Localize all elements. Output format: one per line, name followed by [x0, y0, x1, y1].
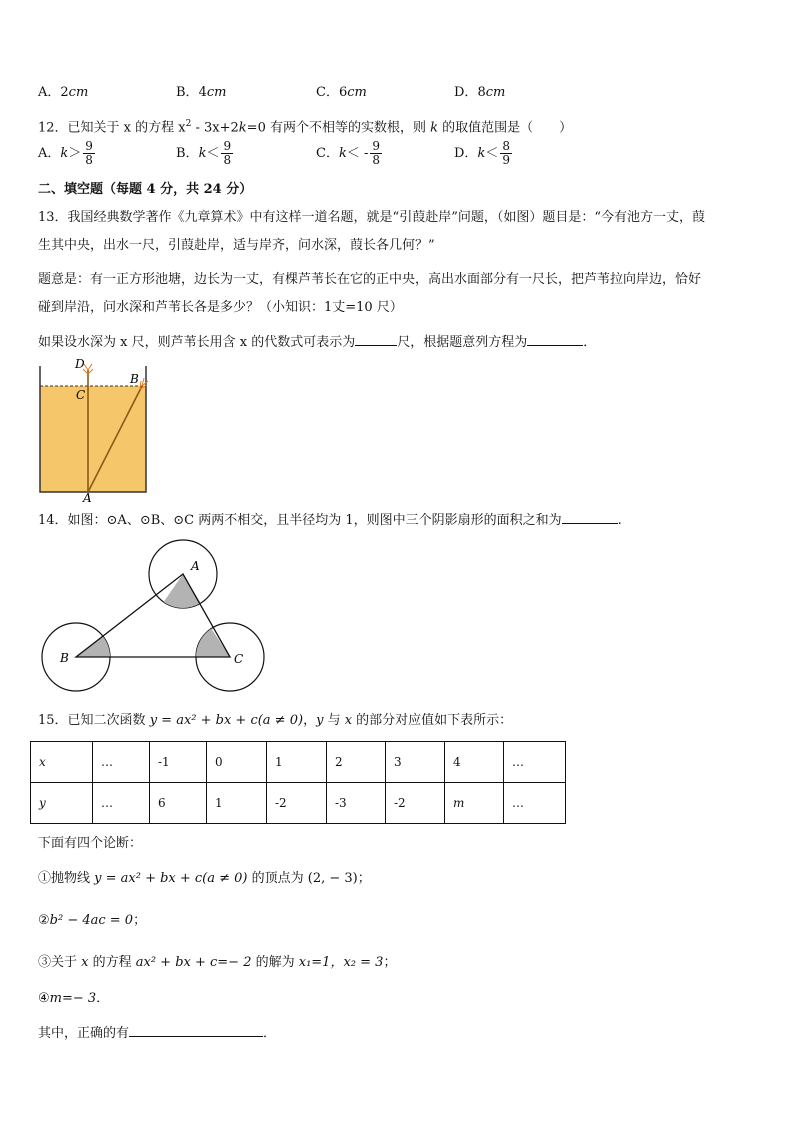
- table-cell: -1: [150, 742, 207, 783]
- q12-stem: 12．已知关于 x 的方程 $x^2 - 3x+2k=0$ 有两个不相等的实数根，则 k 的取值范围是（ ）: [38, 119, 573, 136]
- table-cell: 1: [207, 783, 267, 824]
- q11-option-c: C．6cm: [316, 85, 367, 100]
- label-b: B: [130, 372, 139, 386]
- answer-blank[interactable]: [129, 1024, 263, 1037]
- q15-assertion-2: ②b² − 4ac = 0；: [38, 913, 147, 928]
- circles-figure: [38, 534, 272, 696]
- q15-assertion-4: ④m=− 3．: [38, 991, 110, 1006]
- q11-option-b: B．4cm: [176, 85, 227, 100]
- table-cell: …: [504, 783, 566, 824]
- q15-assertion-1: ①抛物线 y = ax² + bx + c(a ≠ 0) 的顶点为 (2, − 3)；: [38, 871, 371, 886]
- q14-stem: 14．如图：⊙A、⊙B、⊙C 两两不相交，且半径均为 1，则图中三个阴影扇形的面积之和为 .: [38, 513, 622, 528]
- table-cell: …: [93, 742, 150, 783]
- table-row: [31, 783, 566, 824]
- q15-final: 其中，正确的有 ．: [38, 1026, 277, 1041]
- table-cell: 6: [150, 783, 207, 824]
- answer-blank[interactable]: [355, 333, 397, 346]
- water-area: [40, 386, 146, 492]
- answer-blank[interactable]: [562, 511, 618, 524]
- q15-stem: 15．已知二次函数 y = ax² + bx + c(a ≠ 0)，y 与 x 的部分对应值如下表所示：: [38, 713, 513, 728]
- q12-option-b: B．k＜ $\frac{9}{8}$: [176, 139, 232, 167]
- q11-option-a: A．2cm: [38, 85, 89, 100]
- q13-line-4: 碰到岸沿，问水深和芦苇长各是多少？（小知识：1丈=10 尺）: [38, 300, 403, 315]
- table-cell: 1: [267, 742, 327, 783]
- label-a: A: [191, 559, 200, 573]
- label-c: C: [234, 652, 244, 666]
- q13-line-1: 13．我国经典数学著作《九章算术》中有这样一道名题，就是“引葭赴岸”问题，（如图）题目是：“今有池方一丈，葭: [38, 210, 705, 225]
- q13-line-5: 如果设水深为 x 尺，则芦苇长用含 x 的代数式可表示为 尺，根据题意列方程为 ．: [38, 335, 597, 350]
- table-cell: 3: [386, 742, 445, 783]
- label-d: D: [75, 357, 85, 371]
- q12-option-c: C．k＜ - $\frac{9}{8}$: [316, 139, 381, 167]
- table-cell: -3: [327, 783, 386, 824]
- q12-option-a: A．k＞ $\frac{9}{8}$: [38, 139, 93, 167]
- table-cell: -2: [267, 783, 327, 824]
- label-a: A: [83, 491, 92, 502]
- sector-a: [164, 574, 201, 608]
- table-cell: …: [504, 742, 566, 783]
- q11-option-d: D．8cm: [454, 85, 506, 100]
- table-cell: y: [31, 783, 93, 824]
- sector-b: [76, 636, 110, 657]
- label-c: C: [76, 388, 86, 402]
- table-cell: m: [445, 783, 504, 824]
- table-cell: 0: [207, 742, 267, 783]
- table-cell: x: [31, 742, 93, 783]
- q13-line-2: 生其中央，出水一尺，引葭赴岸，适与岸齐，问水深，葭长各几何？”: [38, 238, 435, 253]
- table-cell: …: [93, 783, 150, 824]
- q15-assertions-intro: 下面有四个论断：: [38, 836, 143, 851]
- table-row: [31, 742, 566, 783]
- section-heading: 二、填空题（每题 4 分，共 24 分）: [38, 182, 253, 197]
- sector-c: [196, 629, 230, 657]
- answer-blank[interactable]: [527, 333, 583, 346]
- table-cell: 4: [445, 742, 504, 783]
- table-cell: -2: [386, 783, 445, 824]
- pond-figure: [30, 356, 156, 502]
- q12-option-d: D．k＜ $\frac{8}{9}$: [454, 139, 510, 167]
- values-table: [30, 741, 566, 824]
- table-cell: 2: [327, 742, 386, 783]
- label-b: B: [60, 651, 69, 665]
- q15-assertion-3: ③关于 x 的方程 ax² + bx + c=− 2 的解为 x₁=1，x₂ = 3；: [38, 955, 397, 970]
- q13-line-3: 题意是：有一正方形池塘，边长为一丈，有棵芦苇长在它的正中央，高出水面部分有一尺长，把芦苇拉向岸边，恰好: [38, 272, 702, 287]
